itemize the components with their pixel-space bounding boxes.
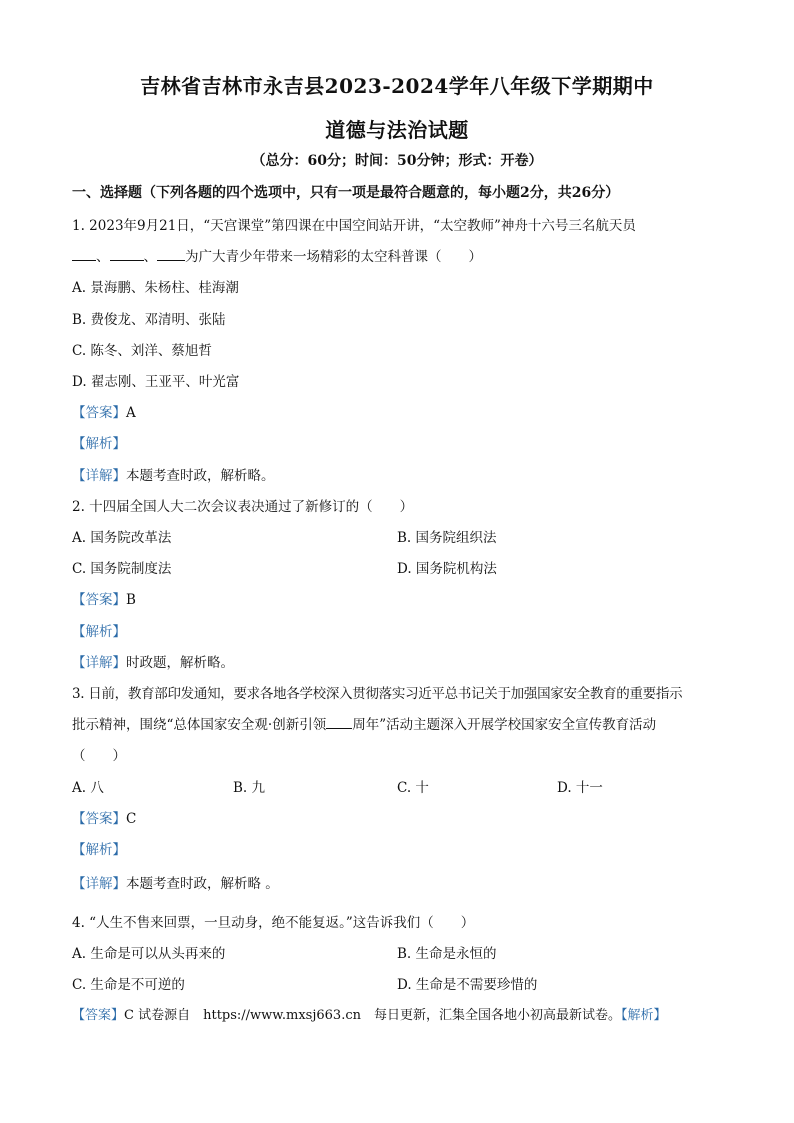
question-3-stem-line2: 批示精神，围绕“总体国家安全观·创新引领 周年”活动主题深入开展学校国家安全宣传教育活动 (72, 717, 657, 733)
question-2-option-a: A. 国务院改革法 (72, 530, 172, 546)
question-2-stem: 2. 十四届全国人大二次会议表决通过了新修订的（ ） (72, 499, 414, 515)
question-3-answer: 【答案】C (72, 811, 137, 827)
question-4-option-c: C. 生命是不可逆的 (72, 977, 185, 993)
question-3-analysis-label: 【解析】 (72, 842, 126, 858)
exam-info: （总分：60分；时间：50分钟；形式：开卷） (251, 153, 543, 169)
question-2-option-d: D. 国务院机构法 (397, 561, 497, 577)
exam-title: 吉林省吉林市永吉县2023-2024学年八年级下学期期中 (140, 74, 654, 98)
question-4-option-d: D. 生命是不需要珍惜的 (397, 977, 538, 993)
question-1-answer: 【答案】A (72, 405, 136, 421)
question-4-stem: 4. “人生不售来回票，一旦动身，绝不能复返。”这告诉我们（ ） (72, 915, 475, 931)
question-2-option-b: B. 国务院组织法 (397, 530, 497, 546)
question-1-stem-tail: 为广大青少年带来一场精彩的太空科普课（ ） (185, 249, 482, 265)
question-3-option-d: D. 十一 (557, 780, 603, 796)
question-1-option-a: A. 景海鹏、朱杨柱、桂海潮 (72, 280, 239, 296)
question-2-analysis-label: 【解析】 (72, 624, 126, 640)
question-1-stem-line1: 1. 2023年9月21日，“天宫课堂”第四课在中国空间站开讲，“太空教师”神舟十六号三名航天员 (72, 218, 636, 234)
question-3-option-a: A. 八 (72, 780, 104, 796)
question-4-option-b: B. 生命是永恒的 (397, 946, 497, 962)
question-4-option-a: A. 生命是可以从头再来的 (72, 946, 226, 962)
question-2-option-c: C. 国务院制度法 (72, 561, 172, 577)
question-1-option-c: C. 陈冬、刘洋、蔡旭哲 (72, 343, 212, 359)
question-3-detail: 【详解】本题考查时政，解析略 。 (72, 876, 279, 892)
exam-subject-title: 道德与法治试题 (325, 118, 469, 142)
fill-blank (157, 248, 185, 261)
fill-blank (110, 248, 144, 261)
question-2-detail: 【详解】时政题，解析略。 (72, 655, 234, 671)
question-3-stem-line3: （ ） (72, 748, 126, 764)
question-3-option-c: C. 十 (397, 780, 429, 796)
question-1-option-d: D. 翟志刚、王亚平、叶光富 (72, 374, 240, 390)
fill-blank (72, 248, 96, 261)
question-4-answer: 【答案】C 试卷源自 https://www.mxsj663.cn 每日更新，汇集全国各地小初高最新试卷。【解析】 (72, 1008, 667, 1023)
question-1-option-b: B. 费俊龙、邓清明、张陆 (72, 312, 226, 328)
fill-blank (326, 716, 352, 729)
section-heading: 一、选择题（下列各题的四个选项中，只有一项是最符合题意的，每小题2分，共26分） (72, 185, 620, 201)
question-3-option-b: B. 九 (233, 780, 266, 796)
question-1-stem-line2: 、 、 为广大青少年带来一场精彩的太空科普课（ ） (72, 245, 482, 265)
question-1-analysis-label: 【解析】 (72, 436, 126, 452)
question-3-stem-line1: 3. 日前，教育部印发通知，要求各地各学校深入贯彻落实习近平总书记关于加强国家安全教育的重要指示 (72, 686, 683, 702)
question-1-detail: 【详解】本题考查时政，解析略。 (72, 468, 275, 484)
question-2-answer: 【答案】B (72, 592, 136, 608)
